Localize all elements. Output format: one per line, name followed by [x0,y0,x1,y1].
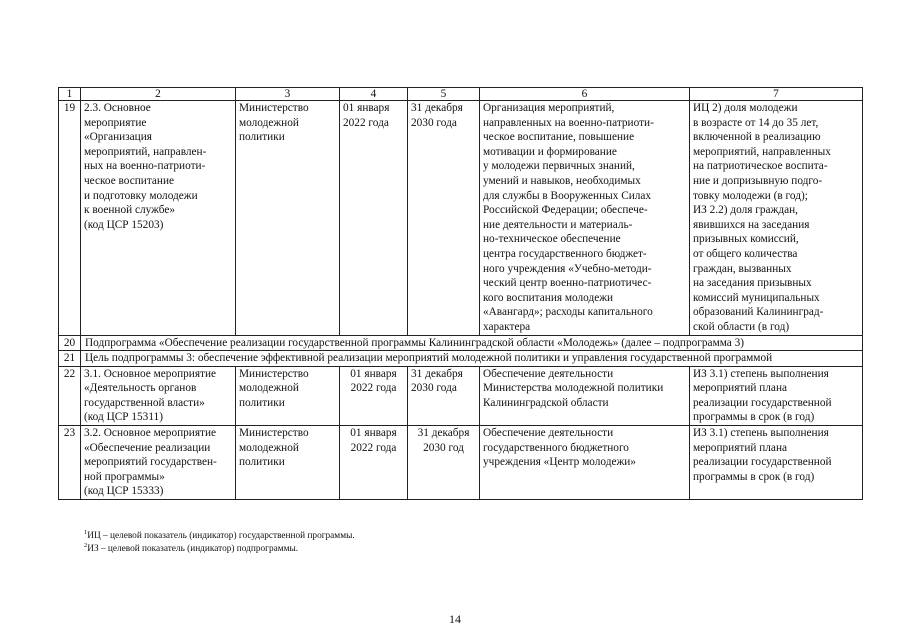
table-row [59,101,863,336]
table-row [59,335,863,351]
activity-description: Обеспечение деятельности Министерства молодежной политики Калининградской области [480,366,690,425]
program-table [58,87,863,500]
responsible-executor: Министерство молодежной политики [236,366,340,425]
activity-name: 3.1. Основное мероприятие «Деятельность органов государственной власти» (код ЦСР 15311) [81,366,236,425]
responsible-executor: Министерство молодежной политики [236,426,340,500]
header-cell: 4 [340,88,408,101]
start-date: 01 января 2022 года [340,426,408,500]
end-date: 31 декабря 2030 года [408,101,480,336]
activity-description: Обеспечение деятельности государственного бюджетного учреждения «Центр молодежи» [480,426,690,500]
table-row [59,426,863,500]
header-cell: 5 [408,88,480,101]
end-date: 31 декабря 2030 год [408,426,480,500]
row-number: 21 [59,351,81,367]
activity-name: 3.2. Основное мероприятие «Обеспечение реализации мероприятий государствен- ной программы» (код ЦСР 15333) [81,426,236,500]
subprogram-goal: Цель подпрограммы 3: обеспечение эффективной реализации мероприятий молодежной политики и управления государственной программой [81,351,863,367]
header-cell: 1 [59,88,81,101]
activity-name: 2.3. Основное мероприятие «Организация мероприятий, направлен- ных на военно-патриоти- ческое воспитание и подготовку молодежи к военной службе» (код ЦСР 15203) [81,101,236,336]
indicator-link: ИЗ 3.1) степень выполнения мероприятий плана реализации государственной программы в срок (в год) [690,366,863,425]
footnote [84,540,298,555]
page-number: 14 [449,612,461,626]
row-number: 19 [59,101,81,336]
footnote-mark: 1 [84,529,88,536]
header-row [59,88,863,101]
end-date: 31 декабря 2030 года [408,366,480,425]
start-date: 01 января 2022 года [340,101,408,336]
start-date: 01 января 2022 года [340,366,408,425]
responsible-executor: Министерство молодежной политики [236,101,340,336]
subprogram-title: Подпрограмма «Обеспечение реализации государственной программы Калининградской области «Молодежь» (далее – подпрограмма 3) [81,335,863,351]
footnote-mark: 2 [84,542,88,549]
table-row [59,366,863,425]
header-cell: 2 [81,88,236,101]
indicator-link: ИЦ 2) доля молодежи в возрасте от 14 до 35 лет, включенной в реализацию мероприятий, направленных на патриотическое воспита- ние и допризывную подго- товку молодежи (в год); ИЗ 2.2) доля граждан, явившихся на заседания призывных комиссий, от общего количества граждан, вызванных на заседания призывных комиссий муниципальных образований Калининград- ской области (в год) [690,101,863,336]
row-number: 22 [59,366,81,425]
indicator-link: ИЗ 3.1) степень выполнения мероприятий плана реализации государственной программы в срок (в год) [690,426,863,500]
header-cell: 3 [236,88,340,101]
header-cell: 6 [480,88,690,101]
row-number: 23 [59,426,81,500]
header-cell: 7 [690,88,863,101]
activity-description: Организация мероприятий, направленных на военно-патриоти- ческое воспитание, повышение мотивации и формирование у молодежи первичных знаний, умений и навыков, необходимых для службы в Вооруженных Силах Российской Федерации; обеспече- ние деятельности и материаль- но-техническое обеспечение центра государственного бюджет- ного учреждения «Учебно-методи- ческий центр военно-патриотичес- кого воспитания молодежи «Авангард»; расходы капитального характера [480,101,690,336]
footnote-text: ИЦ – целевой показатель (индикатор) государственной программы. [87,531,355,541]
table-row [59,351,863,367]
footnote-text: ИЗ – целевой показатель (индикатор) подпрограммы. [87,544,299,554]
row-number: 20 [59,335,81,351]
